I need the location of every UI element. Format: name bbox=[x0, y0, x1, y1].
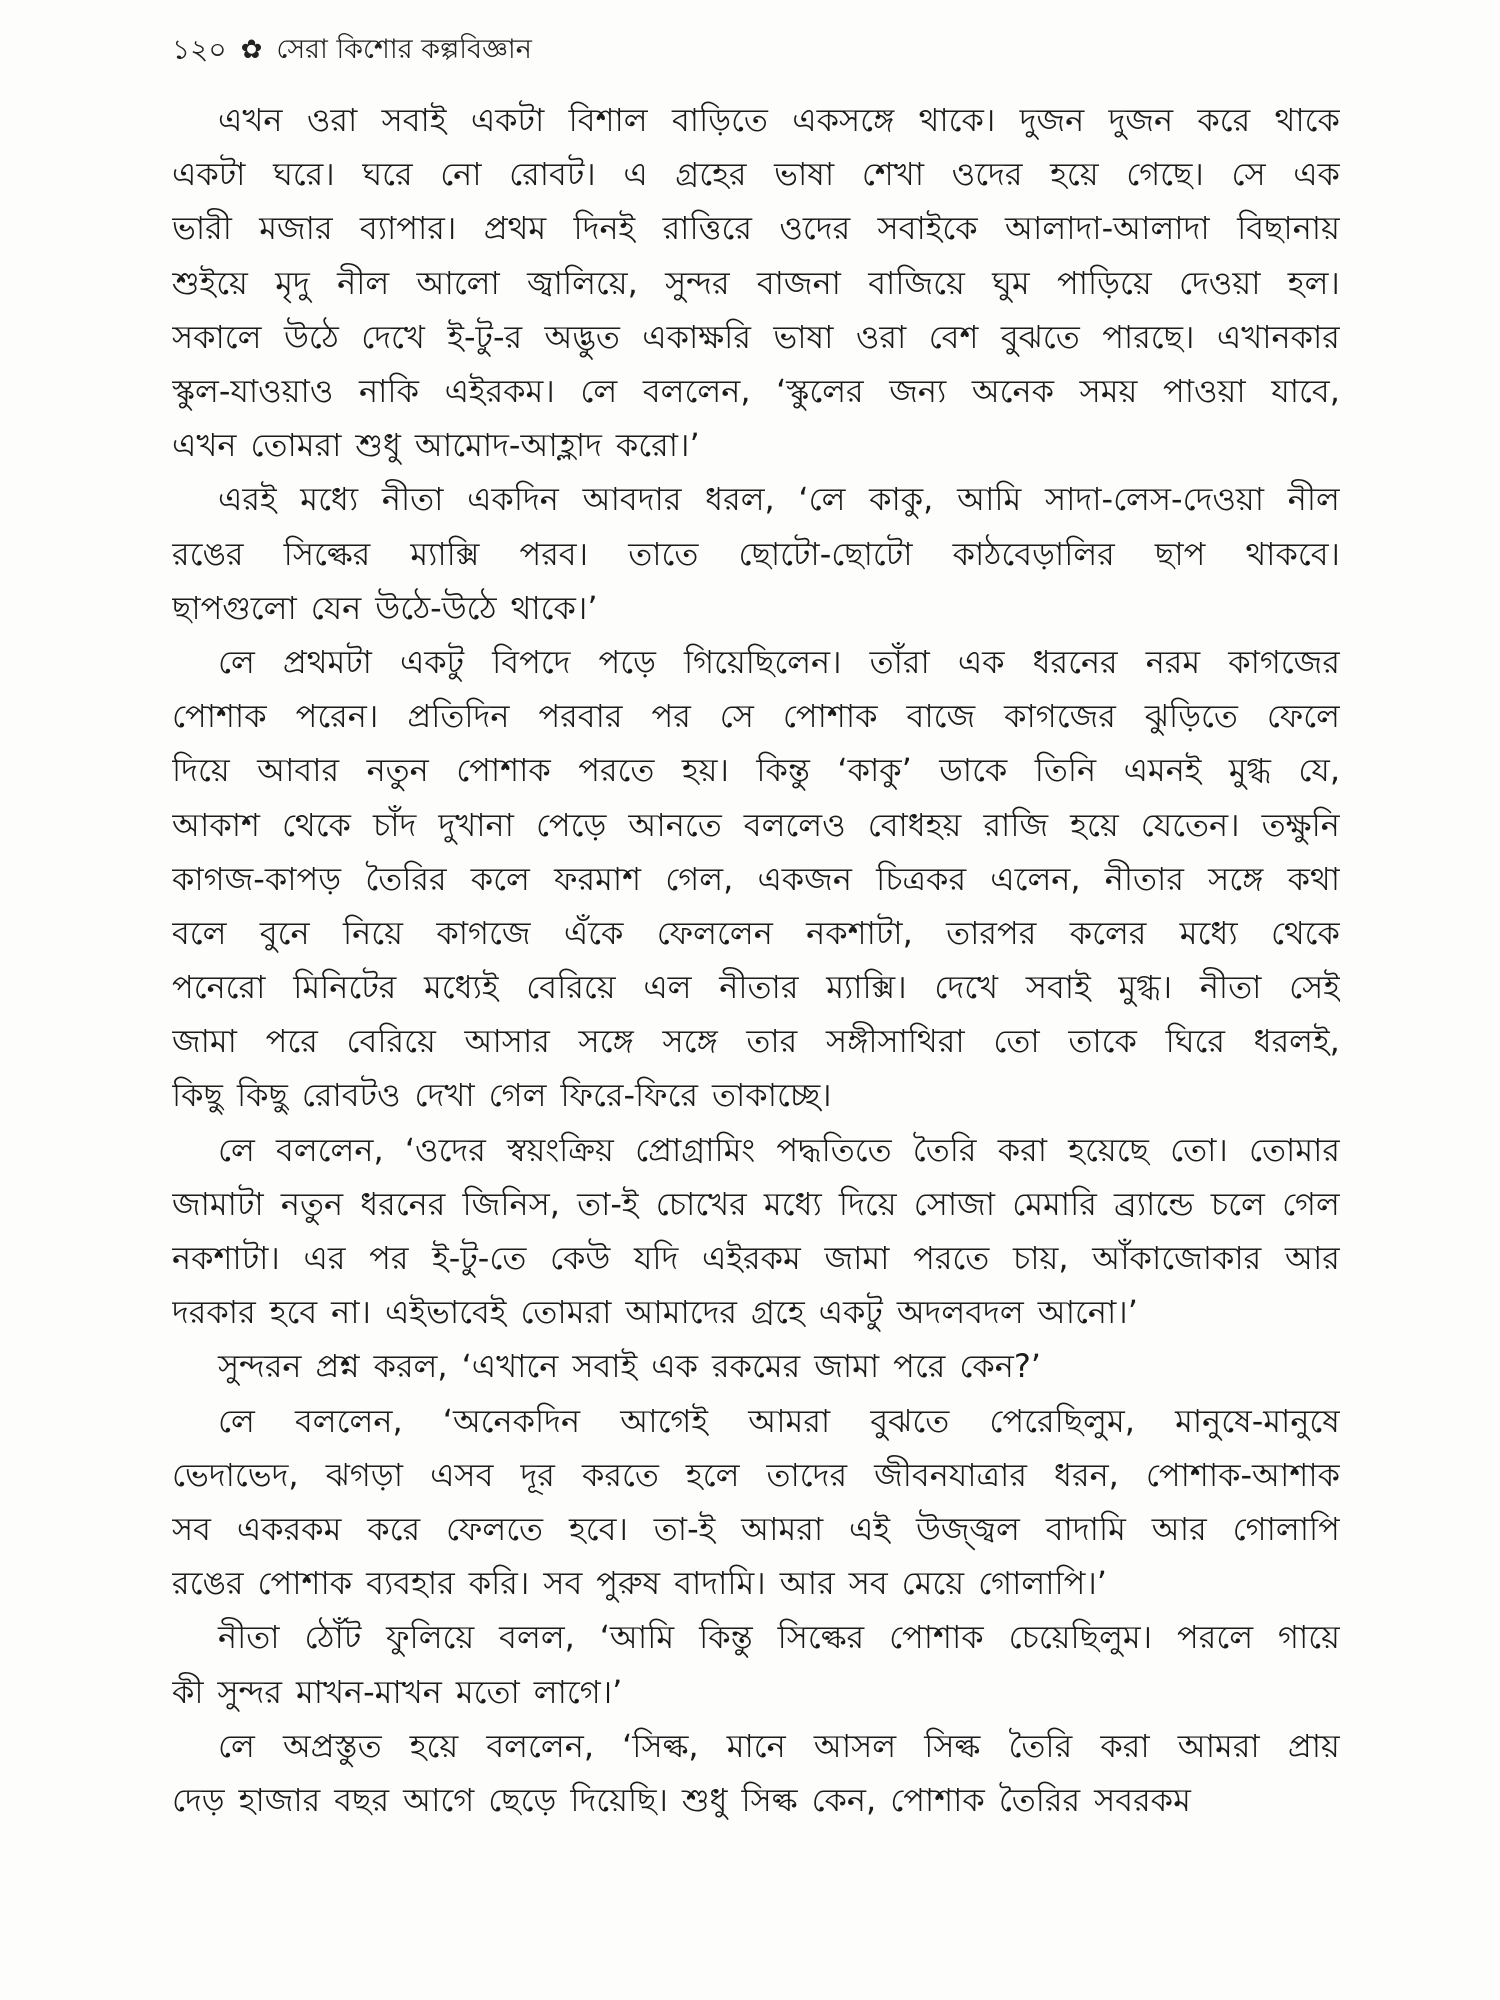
text-line: স্কুল-যাওয়াও নাকি এইরকম। লে বললেন, ‘স্কুলের জন্য অনেক সময় পাওয়া যাবে, bbox=[172, 372, 1340, 411]
text-line: একটা ঘরে। ঘরে নো রোবট। এ গ্রহের ভাষা শেখা ওদের হয়ে গেছে। সে এক bbox=[172, 155, 1340, 194]
text-line: এরই মধ্যে নীতা একদিন আবদার ধরল, ‘লে কাকু, আমি সাদা-লেস-দেওয়া নীল bbox=[218, 480, 1340, 519]
text-line: লে বললেন, ‘ওদের স্বয়ংক্রিয় প্রোগ্রামিং পদ্ধতিতে তৈরি করা হয়েছে তো। তোমার bbox=[218, 1130, 1340, 1169]
text-line: জামা পরে বেরিয়ে আসার সঙ্গে সঙ্গে তার সঙ্গীসাথিরা তো তাকে ঘিরে ধরলই, bbox=[172, 1022, 1340, 1061]
text-line: কাগজ-কাপড় তৈরির কলে ফরমাশ গেল, একজন চিত্রকর এলেন, নীতার সঙ্গে কথা bbox=[172, 859, 1340, 898]
text-line: জামাটা নতুন ধরনের জিনিস, তা-ই চোখের মধ্যে দিয়ে সোজা মেমারি ব্র্যান্ডে চলে গেল bbox=[172, 1184, 1340, 1223]
text-line: কিছু কিছু রোবটও দেখা গেল ফিরে-ফিরে তাকাচ্ছে। bbox=[172, 1076, 832, 1115]
paragraph bbox=[172, 95, 1340, 474]
text-line: পনেরো মিনিটের মধ্যেই বেরিয়ে এল নীতার ম্যাক্সি। দেখে সবাই মুগ্ধ। নীতা সেই bbox=[172, 968, 1340, 1007]
flower-ornament-icon: ✿ bbox=[240, 35, 263, 65]
text-line: কী সুন্দর মাখন-মাখন মতো লাগে।’ bbox=[172, 1672, 623, 1711]
text-line: ভেদাভেদ, ঝগড়া এসব দূর করতে হলে তাদের জীবনযাত্রার ধরন, পোশাক-আশাক bbox=[172, 1455, 1340, 1494]
paragraph bbox=[172, 1721, 1340, 1829]
paragraph bbox=[172, 1341, 1340, 1395]
text-line: সব একরকম করে ফেলতে হবে। তা-ই আমরা এই উজ্জ্বল বাদামি আর গোলাপি bbox=[172, 1509, 1340, 1548]
text-line: সুন্দরন প্রশ্ন করল, ‘এখানে সবাই এক রকমের জামা পরে কেন?’ bbox=[218, 1347, 1041, 1386]
text-line: আকাশ থেকে চাঁদ দুখানা পেড়ে আনতে বললেও বোধহয় রাজি হয়ে যেতেন। তক্ষুনি bbox=[172, 805, 1340, 844]
text-line: দরকার হবে না। এইভাবেই তোমরা আমাদের গ্রহে একটু অদলবদল আনো।’ bbox=[172, 1293, 1138, 1332]
body-text bbox=[172, 95, 1340, 1829]
text-line: লে বললেন, ‘অনেকদিন আগেই আমরা বুঝতে পেরেছিলুম, মানুষে-মানুষে bbox=[218, 1401, 1340, 1440]
text-line: নীতা ঠোঁট ফুলিয়ে বলল, ‘আমি কিন্তু সিল্কের পোশাক চেয়েছিলুম। পরলে গায়ে bbox=[218, 1618, 1340, 1657]
text-line: লে অপ্রস্তুত হয়ে বললেন, ‘সিল্ক, মানে আসল সিল্ক তৈরি করা আমরা প্রায় bbox=[218, 1726, 1340, 1765]
text-line: এখন তোমরা শুধু আমোদ-আহ্লাদ করো।’ bbox=[172, 426, 700, 465]
text-line: রঙের পোশাক ব্যবহার করি। সব পুরুষ বাদামি। আর সব মেয়ে গোলাপি।’ bbox=[172, 1564, 1107, 1603]
running-head bbox=[172, 30, 532, 70]
book-title: সেরা কিশোর কল্পবিজ্ঞান bbox=[276, 34, 532, 65]
paragraph bbox=[172, 637, 1340, 1125]
text-line: দিয়ে আবার নতুন পোশাক পরতে হয়। কিন্তু ‘কাকু’ ডাকে তিনি এমনই মুগ্ধ যে, bbox=[172, 751, 1340, 790]
text-line: শুইয়ে মৃদু নীল আলো জ্বালিয়ে, সুন্দর বাজনা বাজিয়ে ঘুম পাড়িয়ে দেওয়া হল। bbox=[172, 263, 1340, 302]
text-line: বলে বুনে নিয়ে কাগজে এঁকে ফেললেন নকশাটা, তারপর কলের মধ্যে থেকে bbox=[172, 913, 1340, 952]
paragraph bbox=[172, 1125, 1340, 1342]
text-line: দেড় হাজার বছর আগে ছেড়ে দিয়েছি। শুধু সিল্ক কেন, পোশাক তৈরির সবরকম bbox=[172, 1780, 1191, 1819]
text-line: ছাপগুলো যেন উঠে-উঠে থাকে।’ bbox=[172, 588, 598, 627]
text-line: ভারী মজার ব্যাপার। প্রথম দিনই রাত্তিরে ওদের সবাইকে আলাদা-আলাদা বিছানায় bbox=[172, 209, 1340, 248]
paragraph bbox=[172, 1612, 1340, 1720]
text-line: নকশাটা। এর পর ই-টু-তে কেউ যদি এইরকম জামা পরতে চায়, আঁকাজোকার আর bbox=[172, 1239, 1340, 1278]
text-line: পোশাক পরেন। প্রতিদিন পরবার পর সে পোশাক বাজে কাগজের ঝুড়িতে ফেলে bbox=[172, 697, 1340, 736]
paragraph bbox=[172, 474, 1340, 637]
text-line: সকালে উঠে দেখে ই-টু-র অদ্ভুত একাক্ষরি ভাষা ওরা বেশ বুঝতে পারছে। এখানকার bbox=[172, 317, 1340, 356]
page-number: ১২০ bbox=[172, 33, 227, 66]
text-line: এখন ওরা সবাই একটা বিশাল বাড়িতে একসঙ্গে থাকে। দুজন দুজন করে থাকে bbox=[218, 101, 1340, 140]
text-line: লে প্রথমটা একটু বিপদে পড়ে গিয়েছিলেন। তাঁরা এক ধরনের নরম কাগজের bbox=[218, 642, 1340, 681]
text-line: রঙের সিল্কের ম্যাক্সি পরব। তাতে ছোটো-ছোটো কাঠবেড়ালির ছাপ থাকবে। bbox=[172, 534, 1340, 573]
paragraph bbox=[172, 1396, 1340, 1613]
